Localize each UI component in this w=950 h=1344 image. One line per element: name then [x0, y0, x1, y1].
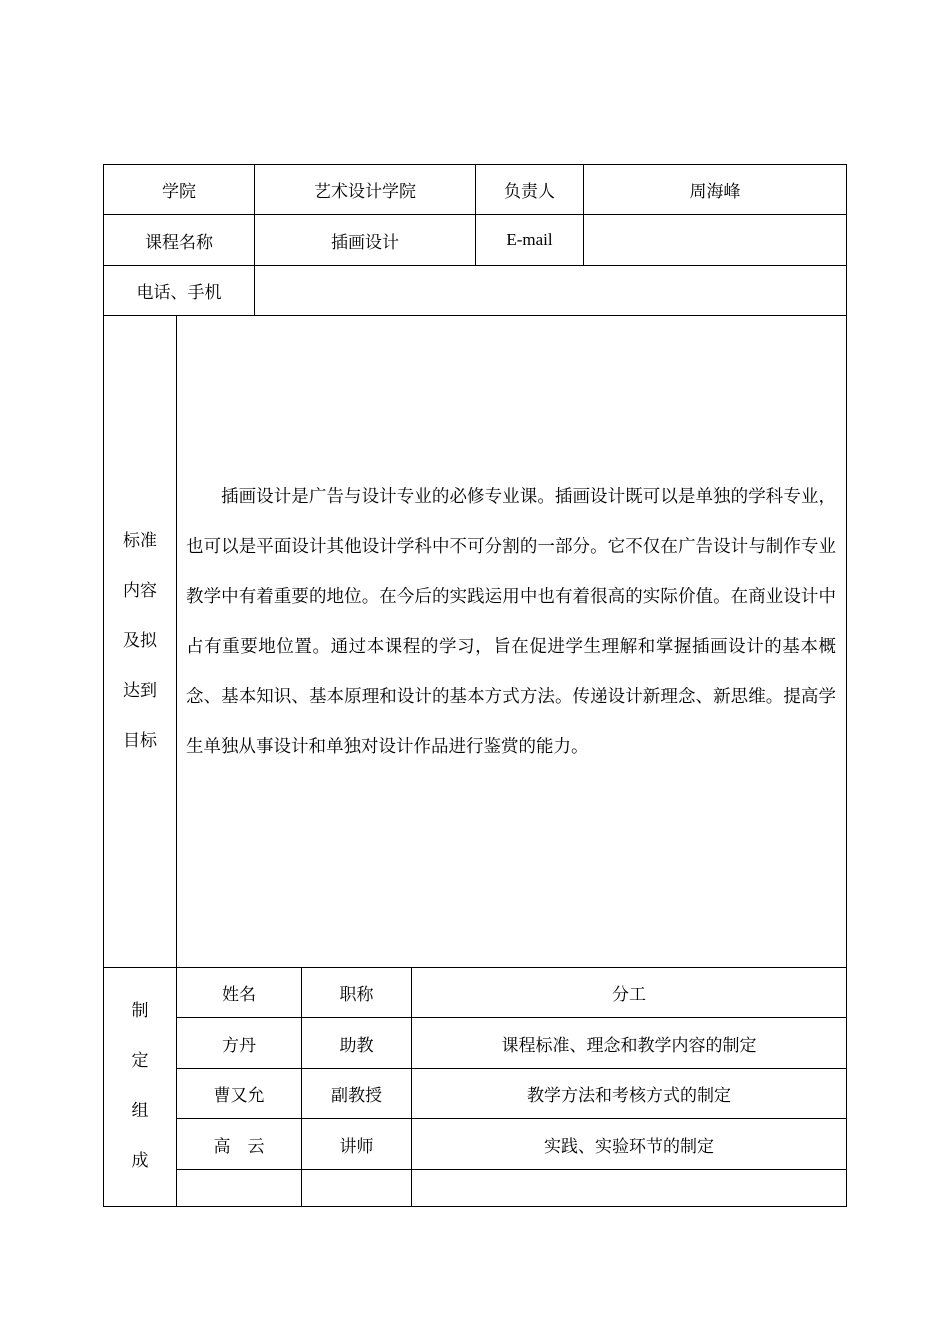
team-header-title: 职称: [339, 985, 374, 1005]
course-name-value: 插画设计: [331, 232, 399, 253]
member-title: 助教: [339, 1035, 374, 1056]
email-value: [584, 215, 846, 265]
standard-paragraph: 插画设计是广告与设计专业的必修专业课。插画设计既可以是单独的学科专业，也可以是平面设计其他设计学科中不可分割的一部分。它不仅在广告设计与制作专业教学中有着重要的地位。在今后的实践运用中也有着很高的实际价值。在商业设计中占有重要地位置。通过本课程的学习，旨在促进学生理解和掌握插画设计的基本概念、基本知识、基本原理和设计的基本方式方法。传递设计新理念、新思维。提高学生单独从事设计和单独对设计作品进行鉴赏的能力。: [186, 487, 836, 757]
team-label-line: 组: [131, 1101, 149, 1121]
member-name: 高 云: [213, 1136, 265, 1157]
table-border-bottom: [103, 1206, 847, 1207]
team-header-duty: 分工: [612, 985, 646, 1005]
standard-label-line: 及拟: [123, 631, 157, 651]
member-title: [302, 1170, 411, 1206]
standard-section-label: [104, 516, 176, 766]
member-duty: [412, 1170, 846, 1206]
member-duty: 课程标准、理念和教学内容的制定: [501, 1035, 757, 1056]
member-title: 副教授: [331, 1086, 382, 1106]
member-duty: 教学方法和考核方式的制定: [527, 1086, 731, 1106]
college-value: 艺术设计学院: [314, 182, 416, 202]
standard-label-line: 达到: [123, 681, 157, 701]
member-duty: 实践、实验环节的制定: [544, 1136, 714, 1157]
owner-label: 负责人: [504, 182, 555, 202]
member-name: 曹又允: [213, 1086, 265, 1106]
member-name: 方丹: [222, 1035, 256, 1056]
standard-label-line: 目标: [123, 731, 157, 751]
team-label-line: 定: [131, 1051, 149, 1071]
table-border-right: [846, 164, 847, 1207]
member-name: [177, 1170, 301, 1206]
owner-value: 周海峰: [689, 182, 741, 202]
standard-content: [186, 472, 836, 772]
course-name-label: 课程名称: [145, 232, 213, 253]
team-section-label: [104, 986, 176, 1186]
member-title: 讲师: [339, 1136, 374, 1157]
phone-label: 电话、手机: [136, 283, 222, 303]
standard-label-line: 标准: [123, 531, 157, 551]
row-divider: [103, 315, 847, 316]
college-label: 学院: [162, 182, 196, 202]
team-label-line: 制: [131, 1001, 149, 1021]
standard-label-line: 内容: [123, 581, 157, 601]
phone-value: [255, 266, 846, 315]
email-label: E-mail: [506, 230, 553, 249]
team-header-name: 姓名: [222, 985, 256, 1005]
team-label-line: 成: [131, 1151, 149, 1171]
